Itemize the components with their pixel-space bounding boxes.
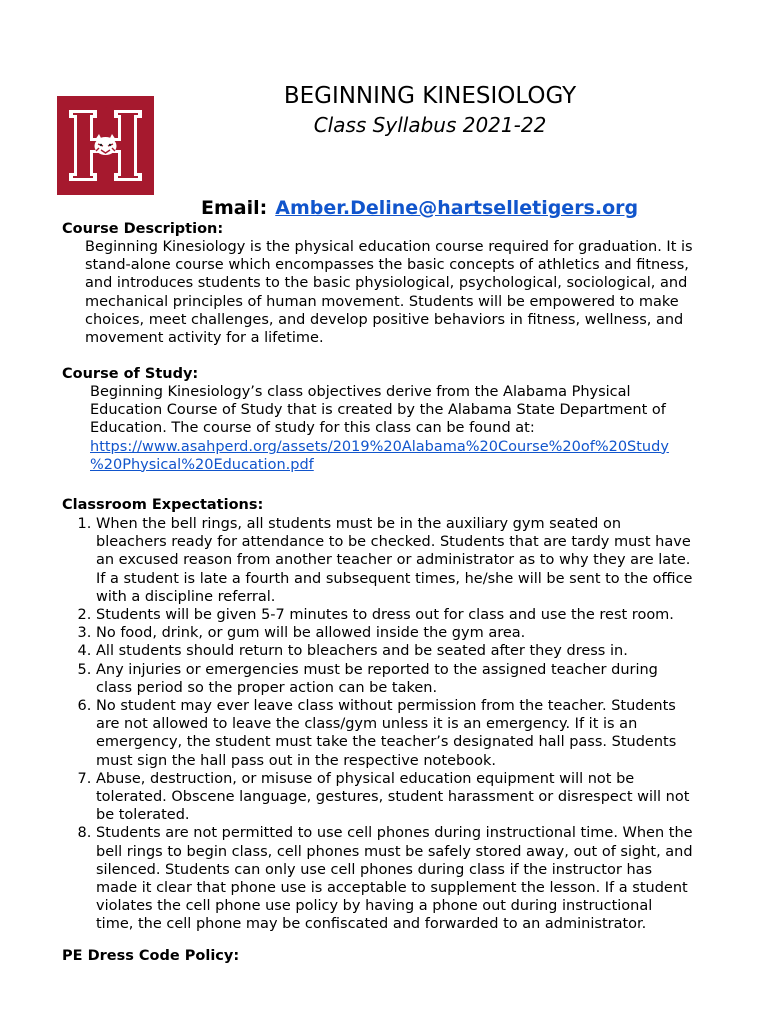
text-line: 8. Students are not permitted to use cell phones during instructional time. When the (96, 825, 693, 842)
text-line: must sign the hall pass out in the respective notebook. (96, 752, 496, 769)
course-of-study-link[interactable]: https://www.asahperd.org/assets/2019%20Alabama%20Course%20of%20Study (90, 438, 669, 455)
course-of-study-heading: Course of Study: (62, 366, 199, 382)
text-line: If a student is late a fourth and subsequent times, he/she will be sent to the office (96, 570, 693, 587)
expectation-item (96, 606, 756, 624)
text-line: tolerated. Obscene language, gestures, student harassment or disrespect will not (96, 789, 690, 806)
text-line: an excused reason from another teacher or administrator as to why they are late. (96, 552, 691, 569)
tiger-h-logo-icon (57, 96, 154, 195)
text-line: class period so the proper action can be taken. (96, 679, 438, 696)
text-line: made it clear that phone use is acceptable to supplement the lesson. If a student (96, 880, 688, 897)
text-line: 5. Any injuries or emergencies must be reported to the assigned teacher during (96, 661, 658, 678)
text-line: 6. No student may ever leave class without permission from the teacher. Students (96, 698, 676, 715)
text-line: 3. No food, drink, or gum will be allowed inside the gym area. (96, 625, 526, 642)
expectation-item (96, 824, 756, 933)
text-line: Education Course of Study that is created by the Alabama State Department of (90, 402, 666, 419)
text-line: Education. The course of study for this class can be found at: (90, 420, 535, 437)
text-line: be tolerated. (96, 807, 190, 824)
text-line: and introduces students to the basic physiological, psychological, sociological, and (85, 275, 688, 292)
text-line: Beginning Kinesiology’s class objectives derive from the Alabama Physical (90, 384, 631, 400)
course-of-study-link[interactable]: %20Physical%20Education.pdf (90, 456, 314, 473)
text-line: Beginning Kinesiology is the physical education course required for graduation. It is (85, 239, 693, 255)
text-line: 7. Abuse, destruction, or misuse of physical education equipment will not be (96, 770, 635, 787)
text-line: emergency, the student must take the teacher’s designated hall pass. Students (96, 734, 677, 751)
svg-text:H: H (105, 107, 108, 109)
text-line: mechanical principles of human movement. Students will be empowered to make (85, 293, 679, 310)
page-subtitle: Class Syllabus 2021-22 (313, 113, 547, 137)
text-line: 2. Students will be given 5-7 minutes to dress out for class and use the rest room. (96, 607, 674, 624)
text-line: stand-alone course which encompasses the basic concepts of athletics and fitness, (85, 257, 689, 274)
text-line: with a discipline referral. (96, 588, 276, 605)
email-label: Email: (201, 197, 268, 219)
school-logo (57, 96, 154, 195)
email-link[interactable]: Amber.Deline@hartselletigers.org (275, 197, 639, 219)
text-line: movement activity for a lifetime. (85, 330, 324, 347)
text-line: violates the cell phone use policy by having a phone out during instructional (96, 898, 653, 915)
text-line: 1. When the bell rings, all students must be in the auxiliary gym seated on (96, 516, 622, 532)
expectation-item (96, 642, 756, 660)
expectation-item (96, 697, 756, 770)
course-description-heading: Course Description: (62, 221, 224, 237)
text-line: choices, meet challenges, and develop positive behaviors in fitness, wellness, and (85, 311, 684, 328)
classroom-expectations-heading: Classroom Expectations: (62, 497, 264, 513)
expectation-item (96, 515, 756, 606)
text-line: 4. All students should return to bleachers and be seated after they dress in. (96, 643, 628, 660)
text-line: are not allowed to leave the class/gym unless it is an emergency. If it is an (96, 716, 638, 733)
course-of-study-text (90, 383, 730, 474)
text-line: silenced. Students can only use cell phones during class if the instructor has (96, 861, 653, 878)
expectation-item (96, 624, 756, 642)
email-row (201, 196, 638, 220)
expectation-item (96, 770, 756, 825)
course-description-text (85, 238, 735, 347)
expectation-item (96, 661, 756, 697)
text-line: bleachers ready for attendance to be checked. Students that are tardy must have (96, 534, 691, 551)
text-line: time, the cell phone may be confiscated and forwarded to an administrator. (96, 916, 647, 933)
page-title: BEGINNING KINESIOLOGY (283, 83, 577, 109)
text-line: bell rings to begin class, cell phones must be safely stored away, out of sight, and (96, 843, 693, 860)
dress-code-heading: PE Dress Code Policy: (62, 948, 240, 964)
classroom-expectations-list (62, 515, 756, 934)
